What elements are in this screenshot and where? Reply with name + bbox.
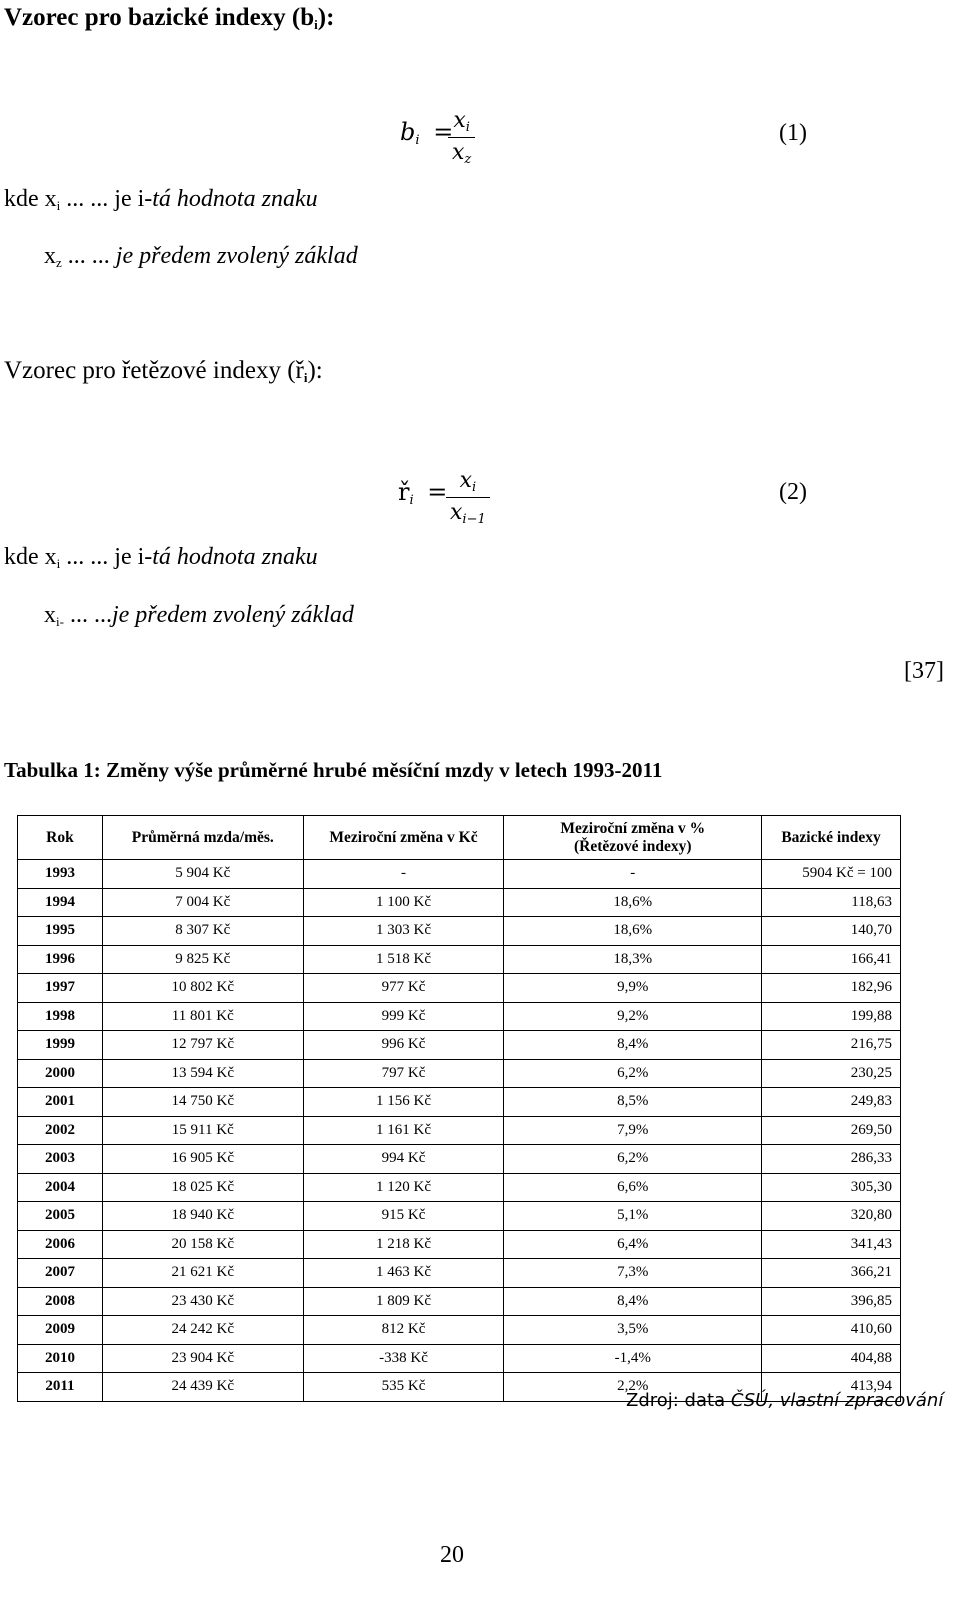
- cell-basic-index: 413,94: [762, 1373, 901, 1402]
- definition-xi-1: kde $x_i$ ... ... je i-tá hodnota znaku: [4, 186, 318, 213]
- cell-yoy-czk: 1 463 Kč: [303, 1259, 504, 1288]
- cell-yoy-pct: 6,6%: [504, 1173, 762, 1202]
- heading-chain-indexes: Vzorec pro řetězové indexy $(ř_i)$:: [4, 357, 323, 385]
- cell-yoy-pct: 6,4%: [504, 1230, 762, 1259]
- cell-year: 2007: [18, 1259, 103, 1288]
- cell-yoy-czk: 1 161 Kč: [303, 1116, 504, 1145]
- cell-yoy-czk: 1 120 Kč: [303, 1173, 504, 1202]
- cell-year: 2005: [18, 1202, 103, 1231]
- cell-basic-index: 410,60: [762, 1316, 901, 1345]
- cell-year: 1997: [18, 974, 103, 1003]
- cell-yoy-czk: -: [303, 860, 504, 889]
- cell-yoy-czk: 1 303 Kč: [303, 917, 504, 946]
- cell-year: 2008: [18, 1287, 103, 1316]
- table-row: [18, 1316, 901, 1345]
- cell-avg-wage: 23 430 Kč: [102, 1287, 303, 1316]
- cell-basic-index: 182,96: [762, 974, 901, 1003]
- cell-yoy-pct: 8,4%: [504, 1031, 762, 1060]
- formula-1-lhs: $b_i$ =: [400, 118, 454, 148]
- table-row: [18, 917, 901, 946]
- cell-basic-index: 166,41: [762, 945, 901, 974]
- header-avg-wage: Průměrná mzda/měs.: [102, 816, 303, 860]
- cell-year: 2004: [18, 1173, 103, 1202]
- cell-yoy-pct: 9,9%: [504, 974, 762, 1003]
- cell-year: 1993: [18, 860, 103, 889]
- cell-yoy-pct: 7,9%: [504, 1116, 762, 1145]
- cell-basic-index: 5904 Kč = 100: [762, 860, 901, 889]
- cell-yoy-pct: 8,4%: [504, 1287, 762, 1316]
- cell-basic-index: 216,75: [762, 1031, 901, 1060]
- cell-yoy-pct: 2,2%: [504, 1373, 762, 1402]
- cell-yoy-pct: 6,2%: [504, 1059, 762, 1088]
- formula-2-lhs: $ř_i$ =: [398, 478, 448, 508]
- cell-basic-index: 230,25: [762, 1059, 901, 1088]
- cell-basic-index: 396,85: [762, 1287, 901, 1316]
- wage-table: [17, 815, 901, 1402]
- cell-avg-wage: 8 307 Kč: [102, 917, 303, 946]
- table-row: [18, 1088, 901, 1117]
- table-row: [18, 1031, 901, 1060]
- cell-yoy-czk: -338 Kč: [303, 1344, 504, 1373]
- cell-year: 2001: [18, 1088, 103, 1117]
- cell-yoy-czk: 1 518 Kč: [303, 945, 504, 974]
- cell-year: 1996: [18, 945, 103, 974]
- cell-basic-index: 140,70: [762, 917, 901, 946]
- cell-year: 1999: [18, 1031, 103, 1060]
- cell-basic-index: 249,83: [762, 1088, 901, 1117]
- header-yoy-change-czk: Meziroční změna v Kč: [303, 816, 504, 860]
- cell-year: 2009: [18, 1316, 103, 1345]
- cell-year: 1998: [18, 1002, 103, 1031]
- definition-xi-2: kde $x_i$ ... ... je i-tá hodnota znaku: [4, 544, 318, 571]
- header-basic-indexes: Bazické indexy: [762, 816, 901, 860]
- cell-yoy-czk: 797 Kč: [303, 1059, 504, 1088]
- table-row: [18, 1230, 901, 1259]
- cell-year: 2003: [18, 1145, 103, 1174]
- cell-yoy-czk: 812 Kč: [303, 1316, 504, 1345]
- table-row: [18, 1259, 901, 1288]
- cell-avg-wage: 9 825 Kč: [102, 945, 303, 974]
- cell-basic-index: 341,43: [762, 1230, 901, 1259]
- cell-avg-wage: 23 904 Kč: [102, 1344, 303, 1373]
- cell-yoy-pct: 6,2%: [504, 1145, 762, 1174]
- cell-year: 1994: [18, 888, 103, 917]
- cell-year: 2000: [18, 1059, 103, 1088]
- cell-avg-wage: 21 621 Kč: [102, 1259, 303, 1288]
- page-number: 20: [440, 1542, 464, 1568]
- cell-yoy-pct: 3,5%: [504, 1316, 762, 1345]
- cell-avg-wage: 7 004 Kč: [102, 888, 303, 917]
- formula-2-fraction: $\frac{x_i}{x_{i-1}}$: [446, 468, 490, 527]
- cell-basic-index: 199,88: [762, 1002, 901, 1031]
- definition-xi-minus: $x_{i-}$ ... ...je předem zvolený základ: [44, 602, 354, 629]
- definition-xz: $x_z$ ... ... je předem zvolený základ: [44, 243, 358, 270]
- cell-yoy-pct: 7,3%: [504, 1259, 762, 1288]
- cell-year: 2002: [18, 1116, 103, 1145]
- cell-yoy-czk: 977 Kč: [303, 974, 504, 1003]
- cell-avg-wage: 16 905 Kč: [102, 1145, 303, 1174]
- header-yoy-change-pct: Meziroční změna v % (Řetězové indexy): [504, 816, 762, 860]
- table-row: [18, 1145, 901, 1174]
- table-row: [18, 1059, 901, 1088]
- reference-37: [37]: [904, 658, 944, 684]
- cell-avg-wage: 18 025 Kč: [102, 1173, 303, 1202]
- table-row: [18, 1173, 901, 1202]
- table-row: [18, 888, 901, 917]
- cell-avg-wage: 20 158 Kč: [102, 1230, 303, 1259]
- cell-year: 2006: [18, 1230, 103, 1259]
- cell-yoy-czk: 915 Kč: [303, 1202, 504, 1231]
- cell-basic-index: 320,80: [762, 1202, 901, 1231]
- cell-yoy-pct: -1,4%: [504, 1344, 762, 1373]
- table-row: [18, 945, 901, 974]
- cell-avg-wage: 11 801 Kč: [102, 1002, 303, 1031]
- cell-avg-wage: 5 904 Kč: [102, 860, 303, 889]
- cell-avg-wage: 10 802 Kč: [102, 974, 303, 1003]
- cell-year: 2011: [18, 1373, 103, 1402]
- cell-yoy-czk: 994 Kč: [303, 1145, 504, 1174]
- cell-yoy-czk: 1 218 Kč: [303, 1230, 504, 1259]
- cell-year: 2010: [18, 1344, 103, 1373]
- cell-yoy-pct: 18,6%: [504, 888, 762, 917]
- cell-avg-wage: 24 242 Kč: [102, 1316, 303, 1345]
- cell-avg-wage: 15 911 Kč: [102, 1116, 303, 1145]
- table-caption: Tabulka 1: Změny výše průměrné hrubé měsíční mzdy v letech 1993-2011: [4, 758, 663, 782]
- cell-yoy-czk: 1 100 Kč: [303, 888, 504, 917]
- cell-yoy-pct: 8,5%: [504, 1088, 762, 1117]
- cell-yoy-pct: -: [504, 860, 762, 889]
- cell-yoy-czk: 996 Kč: [303, 1031, 504, 1060]
- equation-number-1: (1): [779, 120, 807, 146]
- cell-yoy-pct: 5,1%: [504, 1202, 762, 1231]
- cell-yoy-pct: 9,2%: [504, 1002, 762, 1031]
- table-row: [18, 974, 901, 1003]
- table-source: Zdroj: data ČSÚ, vlastní zpracování: [626, 1390, 944, 1411]
- table-row: [18, 1344, 901, 1373]
- equation-number-2: (2): [779, 479, 807, 505]
- table-row: [18, 1116, 901, 1145]
- cell-yoy-pct: 18,3%: [504, 945, 762, 974]
- cell-basic-index: 366,21: [762, 1259, 901, 1288]
- cell-basic-index: 305,30: [762, 1173, 901, 1202]
- table-row: [18, 860, 901, 889]
- formula-1-fraction: $\frac{x_i}{x_z}$: [448, 108, 475, 167]
- cell-yoy-czk: 999 Kč: [303, 1002, 504, 1031]
- cell-avg-wage: 14 750 Kč: [102, 1088, 303, 1117]
- cell-basic-index: 118,63: [762, 888, 901, 917]
- cell-basic-index: 404,88: [762, 1344, 901, 1373]
- cell-basic-index: 269,50: [762, 1116, 901, 1145]
- cell-basic-index: 286,33: [762, 1145, 901, 1174]
- cell-avg-wage: 24 439 Kč: [102, 1373, 303, 1402]
- cell-yoy-pct: 18,6%: [504, 917, 762, 946]
- cell-avg-wage: 13 594 Kč: [102, 1059, 303, 1088]
- header-year: Rok: [18, 816, 103, 860]
- table-header-row: [18, 816, 901, 860]
- heading-basic-indexes: Vzorec pro bazické indexy $(b_i)$:: [4, 4, 335, 32]
- cell-year: 1995: [18, 917, 103, 946]
- cell-yoy-czk: 1 809 Kč: [303, 1287, 504, 1316]
- cell-avg-wage: 18 940 Kč: [102, 1202, 303, 1231]
- cell-yoy-czk: 535 Kč: [303, 1373, 504, 1402]
- cell-yoy-czk: 1 156 Kč: [303, 1088, 504, 1117]
- table-row: [18, 1202, 901, 1231]
- table-row: [18, 1287, 901, 1316]
- table-row: [18, 1002, 901, 1031]
- cell-avg-wage: 12 797 Kč: [102, 1031, 303, 1060]
